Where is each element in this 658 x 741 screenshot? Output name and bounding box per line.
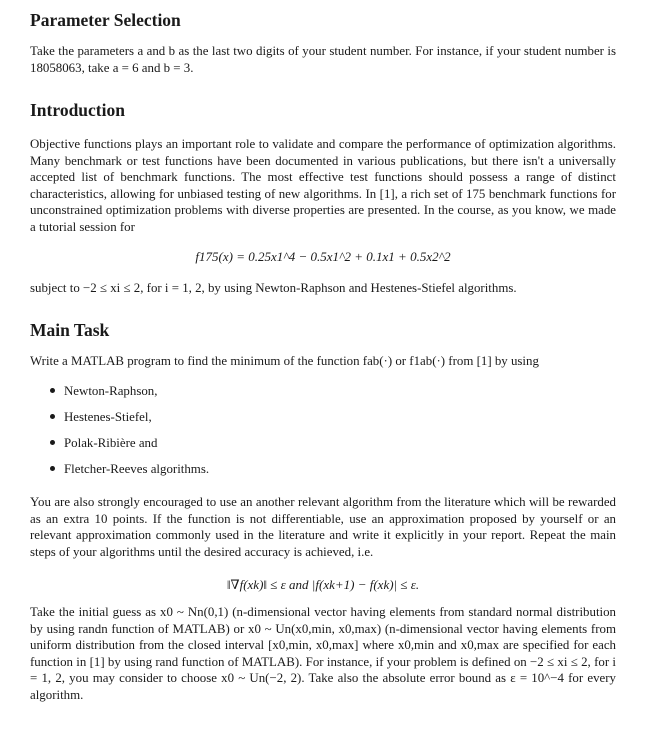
stopping-criterion-equation: ‖∇f(xk)‖ ≤ ε and |f(xk+1) − f(xk)| ≤ ε. — [226, 577, 420, 592]
algorithm-list — [30, 383, 616, 487]
section-heading-main-task: Main Task — [30, 320, 110, 340]
main-task-paragraph-2: Take the initial guess as x0 ~ Nn(0,1) (n-dimensional vector having elements from standard normal distribution by using randn function of MATLAB) or x0 ~ Un(x0,min, x0,max) (n-dimensional vector having elements from uniform distribution from the closed interval [x0,min, x0,max] where x0,min and x0,max are specified for each function in [1] by using rand function of MATLAB). For instance, if your problem is defined on −2 ≤ xi ≤ 2, for i = 1, 2, you may consider to choose x0 ~ Un(−2, 2). Take also the absolute error bound as ε = 10^−4 for every algorithm. — [30, 605, 616, 702]
section-heading-parameter-selection: Parameter Selection — [30, 10, 181, 30]
section-heading-introduction: Introduction — [30, 100, 125, 120]
objective-function-equation: f175(x) = 0.25x1^4 − 0.5x1^2 + 0.1x1 + 0.5x2^2 — [195, 249, 451, 264]
bullet-icon — [50, 440, 55, 445]
list-item: Hestenes-Stiefel, — [30, 409, 616, 435]
parameter-selection-text: Take the parameters a and b as the last two digits of your student number. For instance, if your student number is 18058063, take a = 6 and b = 3. — [30, 44, 616, 75]
list-item: Polak-Ribière and — [30, 435, 616, 461]
list-item: Newton-Raphson, — [30, 383, 616, 409]
bullet-icon — [50, 414, 55, 419]
bullet-icon — [50, 466, 55, 471]
main-task-paragraph-1: You are also strongly encouraged to use an another relevant algorithm from the literature which will be rewarded as an extra 10 points. If the function is not differentiable, use an approximation proposed by yourself or an relevant approximation commonly used in the literature and write it explicitly in your report. Repeat the main steps of your algorithms until the desired accuracy is achieved, i.e. — [30, 495, 616, 559]
introduction-text: Objective functions plays an important role to validate and compare the performance of optimization algorithms. Many benchmark or test functions have been documented in various publications, but there isn't a universally accepted list of benchmark functions. The most effective test functions should possess a range of distinct characteristics, allowing for unbiased testing of new algorithms. In [1], a rich set of 175 benchmark functions for unconstrained optimization problems with diverse properties are presented. In the course, as you know, we made a tutorial session for — [30, 137, 616, 234]
list-item: Fletcher-Reeves algorithms. — [30, 461, 616, 487]
introduction-constraint-text: subject to −2 ≤ xi ≤ 2, for i = 1, 2, by using Newton-Raphson and Hestenes-Stiefel algorithms. — [30, 281, 517, 295]
main-task-intro: Write a MATLAB program to find the minimum of the function fab(·) or f1ab(·) from [1] by using — [30, 354, 539, 368]
bullet-icon — [50, 388, 55, 393]
